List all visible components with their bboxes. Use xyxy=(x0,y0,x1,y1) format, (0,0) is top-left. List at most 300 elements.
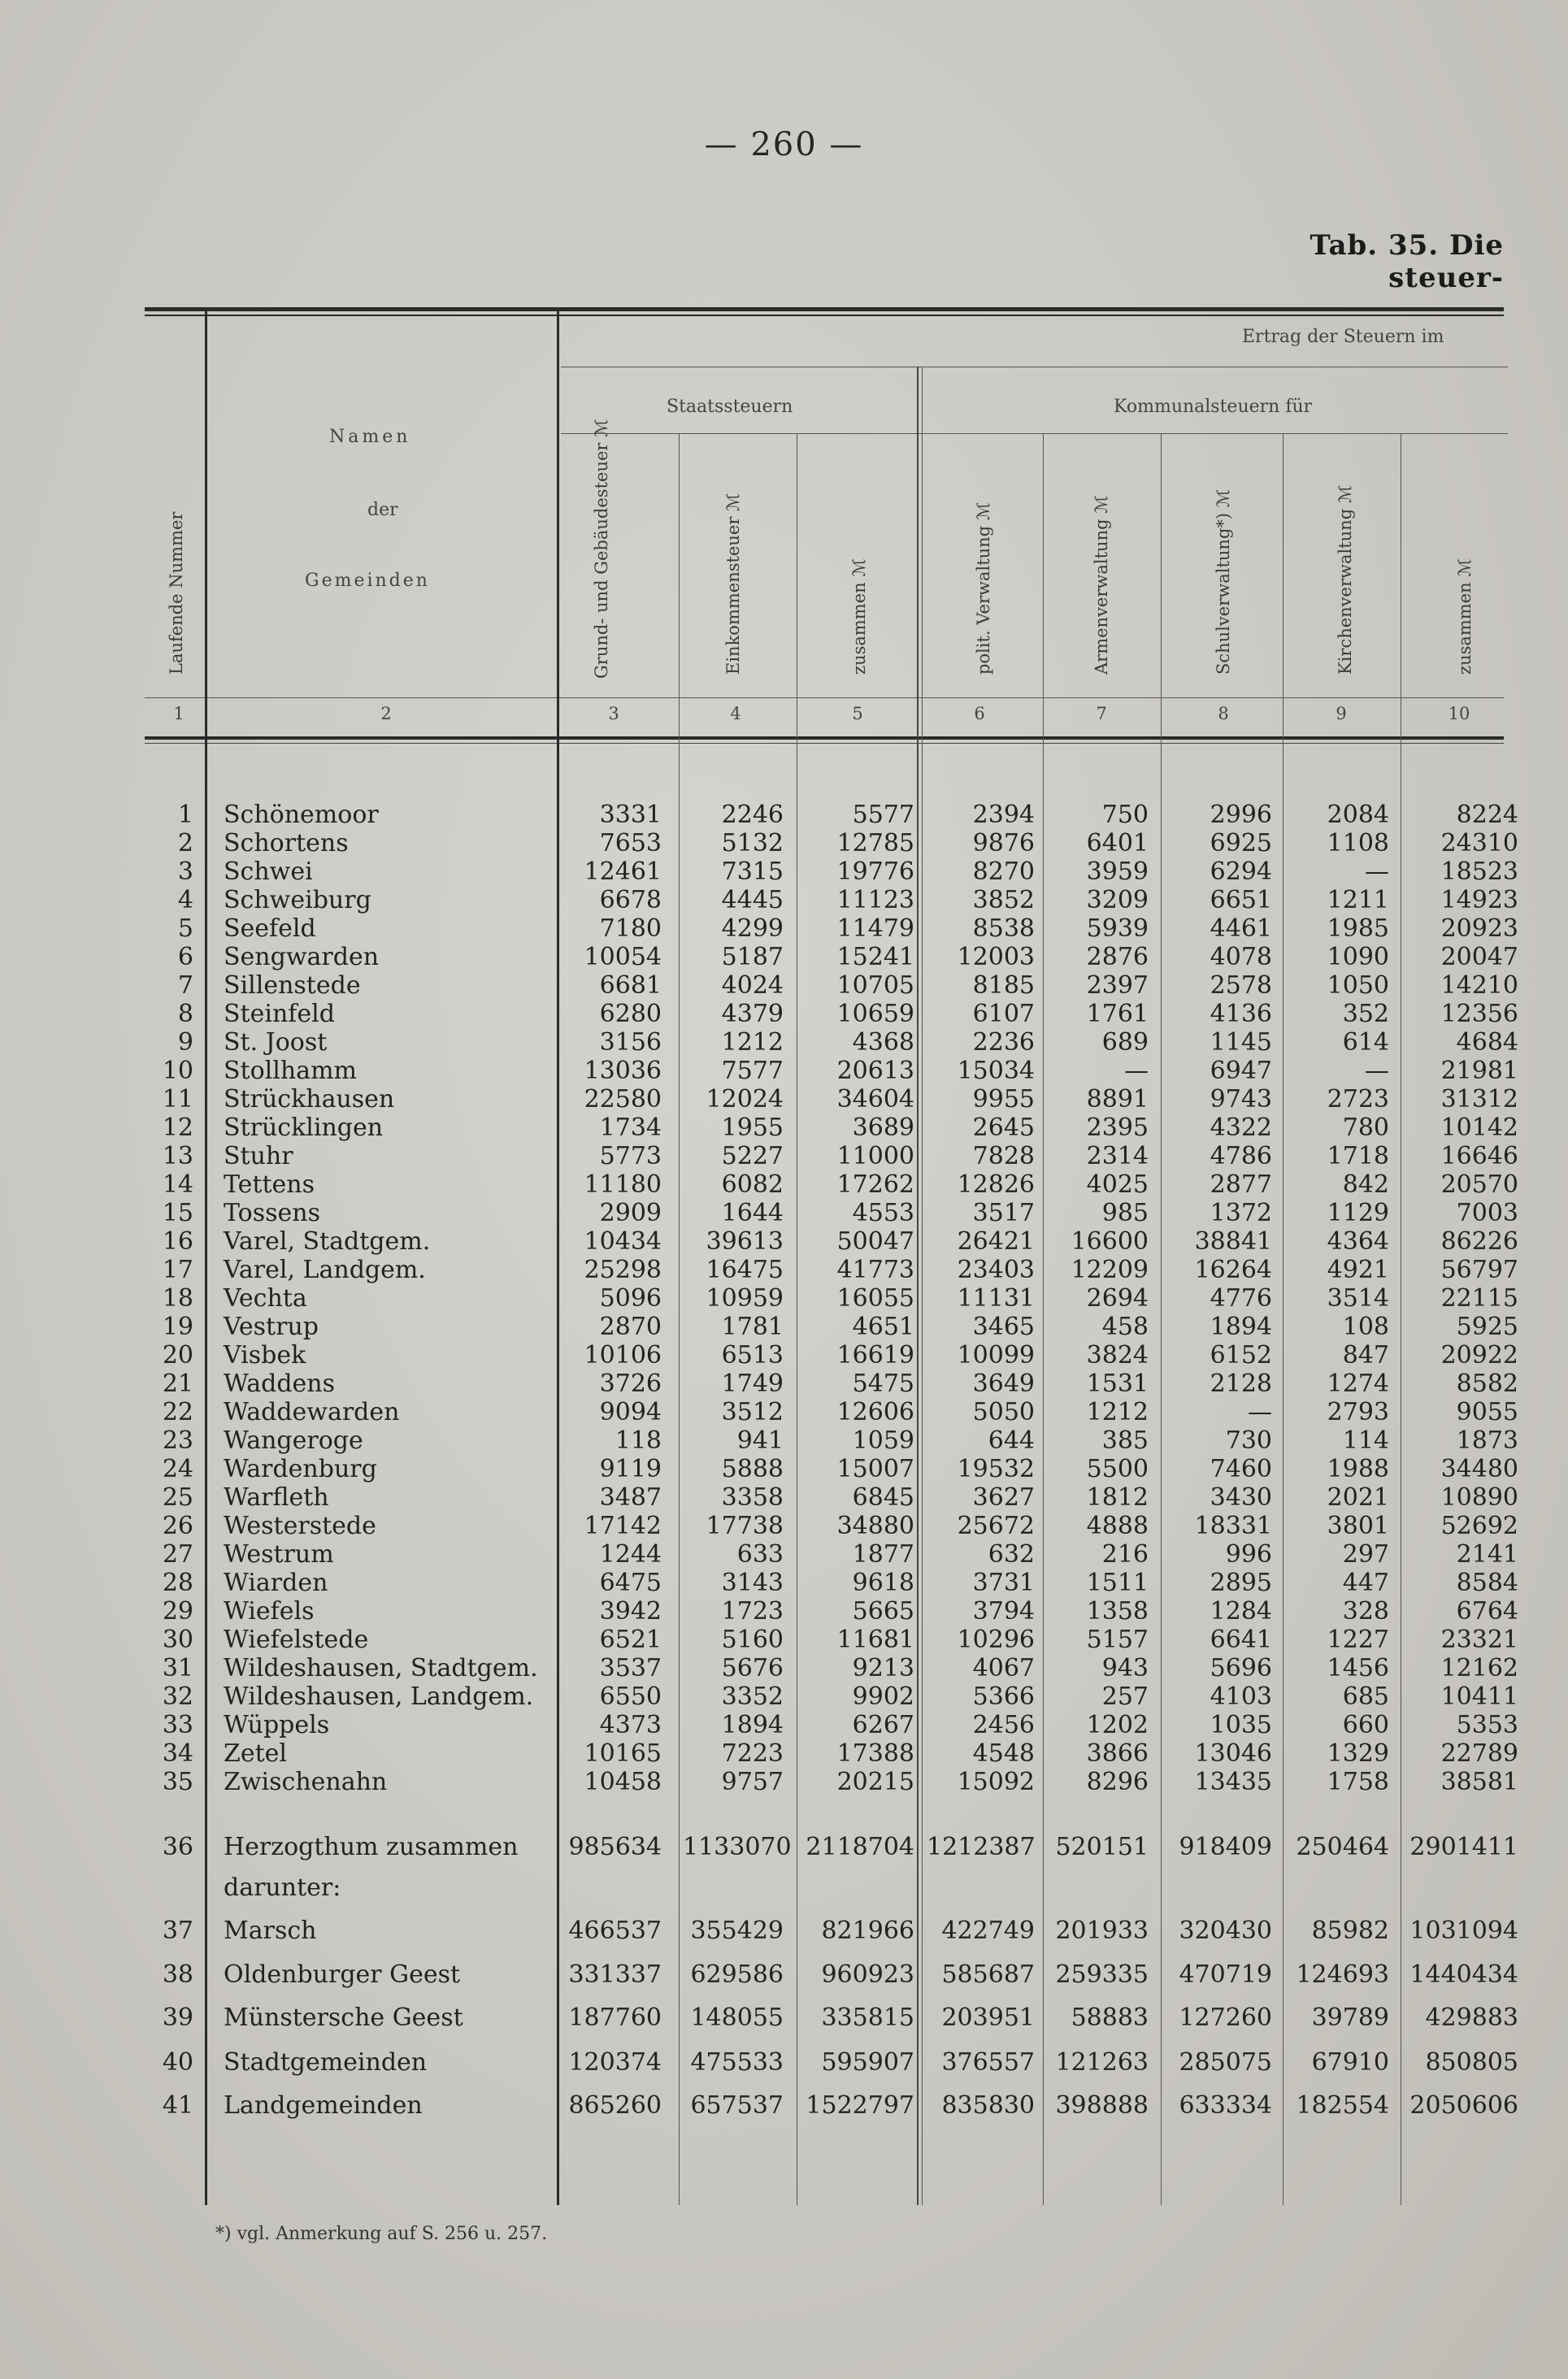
cell-c3: 10106 xyxy=(584,1341,662,1370)
municipality-name: Seefeld xyxy=(224,914,316,943)
cell-c9: 1274 xyxy=(1327,1370,1389,1398)
row-number: 13 xyxy=(162,1142,193,1170)
colnum-5: 5 xyxy=(852,704,863,723)
cell-c7: — xyxy=(1124,1057,1149,1085)
cell-c8: 127260 xyxy=(1179,2003,1272,2032)
cell-c5: 960923 xyxy=(821,1960,914,1989)
table-row xyxy=(0,1917,1568,1945)
cell-c8: 16264 xyxy=(1194,1256,1272,1284)
cell-c3: 6280 xyxy=(599,1000,662,1028)
cell-c4: 7577 xyxy=(721,1057,784,1085)
cell-c4: 3358 xyxy=(721,1483,784,1512)
cell-c3: 13036 xyxy=(584,1057,662,1085)
cell-c4: 629586 xyxy=(690,1960,784,1989)
municipality-name: Landgemeinden xyxy=(224,2091,423,2120)
cell-c5: 4553 xyxy=(852,1199,914,1227)
row-number: 40 xyxy=(162,2048,193,2077)
cell-c6: 9955 xyxy=(972,1085,1035,1114)
cell-c10: 2050606 xyxy=(1409,2091,1518,2120)
cell-c5: 12606 xyxy=(836,1398,914,1426)
municipality-name: Zwischenahn xyxy=(224,1768,388,1796)
cell-c6: 8538 xyxy=(972,914,1035,943)
header-col6: polit. Verwaltung ℳ xyxy=(974,501,993,675)
cell-c10: 12356 xyxy=(1440,1000,1518,1028)
cell-c3: 1244 xyxy=(599,1540,662,1569)
cell-c8: 38841 xyxy=(1194,1227,1272,1256)
cell-c4: 5676 xyxy=(721,1654,784,1682)
municipality-name: Wiefels xyxy=(224,1597,315,1626)
row-number: 1 xyxy=(177,801,193,829)
cell-c10: 14210 xyxy=(1440,971,1518,1000)
cell-c3: 3156 xyxy=(599,1028,662,1057)
cell-c7: 3824 xyxy=(1086,1341,1149,1370)
table-row xyxy=(0,829,1568,857)
cell-c6: 3649 xyxy=(972,1370,1035,1398)
municipality-name: Wildeshausen, Landgem. xyxy=(224,1682,534,1711)
row-number: 24 xyxy=(162,1455,193,1483)
cell-c4: 657537 xyxy=(690,2091,784,2120)
cell-c9: 39789 xyxy=(1311,2003,1389,2032)
colnum-2: 2 xyxy=(380,704,392,723)
cell-c9: 297 xyxy=(1342,1540,1389,1569)
row-number: 28 xyxy=(162,1569,193,1597)
municipality-name: Warfleth xyxy=(224,1483,329,1512)
cell-c4: 355429 xyxy=(690,1917,784,1945)
cell-c3: 22580 xyxy=(584,1085,662,1114)
row-number: 32 xyxy=(162,1682,193,1711)
cell-c3: 10054 xyxy=(584,943,662,971)
cell-c5: 9902 xyxy=(852,1682,914,1711)
cell-c9: — xyxy=(1365,857,1389,886)
row-number: 31 xyxy=(162,1654,193,1682)
cell-c3: 3726 xyxy=(599,1370,662,1398)
cell-c3: 7653 xyxy=(599,829,662,857)
cell-c6: 376557 xyxy=(941,2048,1035,2077)
cell-c6: 3852 xyxy=(972,886,1035,914)
cell-c3: 9094 xyxy=(599,1398,662,1426)
table-row xyxy=(0,801,1568,829)
colnum-rule-bottom-thin xyxy=(145,743,1504,744)
cell-c8: 4136 xyxy=(1210,1000,1272,1028)
cell-c6: 5366 xyxy=(972,1682,1035,1711)
cell-c3: 3537 xyxy=(599,1654,662,1682)
cell-c8: 9743 xyxy=(1210,1085,1272,1114)
cell-c10: 10142 xyxy=(1440,1114,1518,1142)
municipality-name: Westrum xyxy=(224,1540,334,1569)
cell-c3: 11180 xyxy=(584,1170,662,1199)
municipality-name: Strückhausen xyxy=(224,1085,395,1114)
cell-c8: 1145 xyxy=(1210,1028,1272,1057)
cell-c9: 124693 xyxy=(1296,1960,1389,1989)
cell-c10: 34480 xyxy=(1440,1455,1518,1483)
municipality-name: Tettens xyxy=(224,1170,315,1199)
table-row xyxy=(0,1711,1568,1739)
cell-c8: 6947 xyxy=(1210,1057,1272,1085)
municipality-name: Oldenburger Geest xyxy=(224,1960,461,1989)
cell-c10: 10411 xyxy=(1440,1682,1518,1711)
cell-c8: 996 xyxy=(1225,1540,1272,1569)
cell-c7: 520151 xyxy=(1055,1833,1149,1861)
cell-c3: 10165 xyxy=(584,1739,662,1768)
cell-c6: 8185 xyxy=(972,971,1035,1000)
colnum-rule-top xyxy=(145,697,1504,698)
cell-c6: 422749 xyxy=(941,1917,1035,1945)
row-number: 6 xyxy=(177,943,193,971)
cell-c7: 3959 xyxy=(1086,857,1149,886)
header-col9: Kirchenverwaltung ℳ xyxy=(1336,484,1355,675)
row-number: 30 xyxy=(162,1626,193,1654)
table-row xyxy=(0,1256,1568,1284)
cell-c6: 10099 xyxy=(957,1341,1035,1370)
cell-c5: 10705 xyxy=(836,971,914,1000)
cell-c3: 17142 xyxy=(584,1512,662,1540)
cell-c10: 38581 xyxy=(1440,1768,1518,1796)
municipality-name: St. Joost xyxy=(224,1028,328,1057)
cell-c4: 6513 xyxy=(721,1341,784,1370)
cell-c10: 12162 xyxy=(1440,1654,1518,1682)
row-number: 19 xyxy=(162,1313,193,1341)
cell-c9: 1050 xyxy=(1327,971,1389,1000)
municipality-name: Wiarden xyxy=(224,1569,328,1597)
cell-c5: 1522797 xyxy=(806,2091,914,2120)
header-col7: Armenverwaltung ℳ xyxy=(1092,495,1111,675)
cell-c9: 4364 xyxy=(1327,1227,1389,1256)
header-col4: Einkommensteuer ℳ xyxy=(723,493,743,675)
table-row xyxy=(0,914,1568,943)
municipality-name: Vechta xyxy=(224,1284,307,1313)
cell-c3: 10458 xyxy=(584,1768,662,1796)
cell-c3: 865260 xyxy=(568,2091,662,2120)
cell-c6: 23403 xyxy=(957,1256,1035,1284)
row-number: 15 xyxy=(162,1199,193,1227)
cell-c5: 5475 xyxy=(852,1370,914,1398)
cell-c5: 20613 xyxy=(836,1057,914,1085)
cell-c6: 2645 xyxy=(972,1114,1035,1142)
row-number: 4 xyxy=(177,886,193,914)
cell-c5: 11123 xyxy=(836,886,914,914)
cell-c5: 50047 xyxy=(836,1227,914,1256)
table-row xyxy=(0,1512,1568,1540)
cell-c9: 1718 xyxy=(1327,1142,1389,1170)
table-row xyxy=(0,1426,1568,1455)
cell-c6: 8270 xyxy=(972,857,1035,886)
header-col10: zusammen ℳ xyxy=(1455,558,1475,675)
row-number: 7 xyxy=(177,971,193,1000)
cell-c10: 24310 xyxy=(1440,829,1518,857)
cell-c9: 2793 xyxy=(1327,1398,1389,1426)
cell-c10: 1873 xyxy=(1456,1426,1518,1455)
header-staatssteuern: Staatssteuern xyxy=(667,397,793,417)
cell-c7: 750 xyxy=(1101,801,1149,829)
cell-c7: 3209 xyxy=(1086,886,1149,914)
row-number: 39 xyxy=(162,2003,193,2032)
cell-c4: 1894 xyxy=(721,1711,784,1739)
cell-c4: 1133070 xyxy=(683,1833,792,1861)
cell-c4: 9757 xyxy=(721,1768,784,1796)
table-row xyxy=(0,1455,1568,1483)
cell-c3: 331337 xyxy=(568,1960,662,1989)
row-number: 34 xyxy=(162,1739,193,1768)
table-title: Tab. 35. Die steuer- xyxy=(1310,229,1504,294)
cell-c7: 385 xyxy=(1101,1426,1149,1455)
cell-c6: 835830 xyxy=(941,2091,1035,2120)
cell-c4: 475533 xyxy=(690,2048,784,2077)
colnum-3: 3 xyxy=(608,704,619,723)
cell-c3: 120374 xyxy=(568,2048,662,2077)
cell-c7: 1358 xyxy=(1086,1597,1149,1626)
cell-c10: 56797 xyxy=(1440,1256,1518,1284)
cell-c8: 2996 xyxy=(1210,801,1272,829)
cell-c7: 1761 xyxy=(1086,1000,1149,1028)
table-row xyxy=(0,1114,1568,1142)
cell-c7: 6401 xyxy=(1086,829,1149,857)
cell-c7: 1212 xyxy=(1086,1398,1149,1426)
cell-c10: 850805 xyxy=(1425,2048,1518,2077)
cell-c7: 58883 xyxy=(1071,2003,1149,2032)
cell-c4: 1955 xyxy=(721,1114,784,1142)
cell-c6: 632 xyxy=(988,1540,1035,1569)
cell-c5: 9213 xyxy=(852,1654,914,1682)
table-row xyxy=(0,1057,1568,1085)
cell-c7: 3866 xyxy=(1086,1739,1149,1768)
cell-c9: 2723 xyxy=(1327,1085,1389,1114)
cell-c9: 842 xyxy=(1342,1170,1389,1199)
table-row xyxy=(0,1199,1568,1227)
cell-c5: 5577 xyxy=(852,801,914,829)
municipality-name: Schönemoor xyxy=(224,801,379,829)
cell-c10: 20923 xyxy=(1440,914,1518,943)
municipality-name: Wangeroge xyxy=(224,1426,363,1455)
row-number: 36 xyxy=(162,1833,193,1861)
cell-c6: 5050 xyxy=(972,1398,1035,1426)
cell-c6: 3465 xyxy=(972,1313,1035,1341)
cell-c3: 4373 xyxy=(599,1711,662,1739)
cell-c10: 1031094 xyxy=(1409,1917,1518,1945)
cell-c9: 1985 xyxy=(1327,914,1389,943)
cell-c4: 6082 xyxy=(721,1170,784,1199)
row-number: 17 xyxy=(162,1256,193,1284)
municipality-name: darunter: xyxy=(224,1873,341,1902)
cell-c5: 34604 xyxy=(836,1085,914,1114)
row-number: 41 xyxy=(162,2091,193,2120)
table-row xyxy=(0,2091,1568,2120)
header-rule-sub xyxy=(561,433,1508,434)
cell-c7: 5939 xyxy=(1086,914,1149,943)
cell-c5: 2118704 xyxy=(806,1833,914,1861)
table-row xyxy=(0,1682,1568,1711)
cell-c9: 1129 xyxy=(1327,1199,1389,1227)
cell-c6: 2236 xyxy=(972,1028,1035,1057)
cell-c3: 3487 xyxy=(599,1483,662,1512)
cell-c4: 1723 xyxy=(721,1597,784,1626)
cell-c9: 2084 xyxy=(1327,801,1389,829)
cell-c9: 660 xyxy=(1342,1711,1389,1739)
cell-c8: 918409 xyxy=(1179,1833,1272,1861)
cell-c5: 6267 xyxy=(852,1711,914,1739)
cell-c8: 1894 xyxy=(1210,1313,1272,1341)
colnum-rule-bottom-thick xyxy=(145,736,1504,740)
row-number: 12 xyxy=(162,1114,193,1142)
row-number: 22 xyxy=(162,1398,193,1426)
cell-c4: 7223 xyxy=(721,1739,784,1768)
cell-c3: 6550 xyxy=(599,1682,662,1711)
header-der: der xyxy=(367,500,398,520)
header-namen: Namen xyxy=(329,427,411,447)
cell-c10: 52692 xyxy=(1440,1512,1518,1540)
cell-c6: 644 xyxy=(988,1426,1035,1455)
cell-c9: 1227 xyxy=(1327,1626,1389,1654)
cell-c10: 18523 xyxy=(1440,857,1518,886)
cell-c10: 20570 xyxy=(1440,1170,1518,1199)
table-row xyxy=(0,1626,1568,1654)
table-row xyxy=(0,1170,1568,1199)
cell-c6: 12826 xyxy=(957,1170,1035,1199)
cell-c6: 9876 xyxy=(972,829,1035,857)
cell-c6: 7828 xyxy=(972,1142,1035,1170)
cell-c10: 22789 xyxy=(1440,1739,1518,1768)
row-number: 2 xyxy=(177,829,193,857)
cell-c9: — xyxy=(1365,1057,1389,1085)
cell-c5: 17388 xyxy=(836,1739,914,1768)
cell-c8: 13435 xyxy=(1194,1768,1272,1796)
cell-c3: 9119 xyxy=(599,1455,662,1483)
cell-c3: 10434 xyxy=(584,1227,662,1256)
cell-c3: 6678 xyxy=(599,886,662,914)
cell-c5: 10659 xyxy=(836,1000,914,1028)
cell-c8: 4078 xyxy=(1210,943,1272,971)
cell-c6: 15034 xyxy=(957,1057,1035,1085)
cell-c4: 3352 xyxy=(721,1682,784,1711)
cell-c7: 458 xyxy=(1101,1313,1149,1341)
cell-c3: 6681 xyxy=(599,971,662,1000)
cell-c5: 11000 xyxy=(836,1142,914,1170)
row-number: 26 xyxy=(162,1512,193,1540)
cell-c4: 941 xyxy=(736,1426,784,1455)
cell-c7: 8891 xyxy=(1086,1085,1149,1114)
cell-c3: 3331 xyxy=(599,801,662,829)
cell-c5: 6845 xyxy=(852,1483,914,1512)
cell-c6: 3794 xyxy=(972,1597,1035,1626)
table-row xyxy=(0,971,1568,1000)
cell-c3: 5096 xyxy=(599,1284,662,1313)
cell-c3: 6475 xyxy=(599,1569,662,1597)
cell-c5: 1059 xyxy=(852,1426,914,1455)
cell-c5: 34880 xyxy=(836,1512,914,1540)
cell-c3: 466537 xyxy=(568,1917,662,1945)
cell-c7: 216 xyxy=(1101,1540,1149,1569)
cell-c7: 985 xyxy=(1101,1199,1149,1227)
table-row xyxy=(0,1483,1568,1512)
row-number: 23 xyxy=(162,1426,193,1455)
table-row xyxy=(0,1028,1568,1057)
cell-c6: 3517 xyxy=(972,1199,1035,1227)
cell-c4: 5132 xyxy=(721,829,784,857)
cell-c7: 2694 xyxy=(1086,1284,1149,1313)
cell-c8: 6294 xyxy=(1210,857,1272,886)
cell-c9: 3801 xyxy=(1327,1512,1389,1540)
cell-c6: 11131 xyxy=(957,1284,1035,1313)
cell-c8: 1284 xyxy=(1210,1597,1272,1626)
cell-c7: 259335 xyxy=(1055,1960,1149,1989)
cell-c5: 1877 xyxy=(852,1540,914,1569)
colnum-8: 8 xyxy=(1218,704,1229,723)
municipality-name: Waddewarden xyxy=(224,1398,400,1426)
cell-c7: 257 xyxy=(1101,1682,1149,1711)
table-row xyxy=(0,1540,1568,1569)
cell-c10: 86226 xyxy=(1440,1227,1518,1256)
table-row xyxy=(0,1597,1568,1626)
cell-c8: 4322 xyxy=(1210,1114,1272,1142)
cell-c7: 398888 xyxy=(1055,2091,1149,2120)
table-row xyxy=(0,2048,1568,2077)
municipality-name: Stuhr xyxy=(224,1142,293,1170)
cell-c5: 4368 xyxy=(852,1028,914,1057)
cell-c6: 6107 xyxy=(972,1000,1035,1028)
table-row xyxy=(0,1370,1568,1398)
cell-c3: 2909 xyxy=(599,1199,662,1227)
municipality-name: Steinfeld xyxy=(224,1000,335,1028)
cell-c7: 1812 xyxy=(1086,1483,1149,1512)
row-number: 14 xyxy=(162,1170,193,1199)
cell-c9: 1211 xyxy=(1327,886,1389,914)
cell-c3: 12461 xyxy=(584,857,662,886)
table-row xyxy=(0,1313,1568,1341)
municipality-name: Westerstede xyxy=(224,1512,376,1540)
cell-c6: 585687 xyxy=(941,1960,1035,1989)
cell-c9: 114 xyxy=(1342,1426,1389,1455)
cell-c3: 3942 xyxy=(599,1597,662,1626)
row-number: 10 xyxy=(162,1057,193,1085)
cell-c9: 67910 xyxy=(1311,2048,1389,2077)
municipality-name: Wiefelstede xyxy=(224,1626,369,1654)
cell-c5: 20215 xyxy=(836,1768,914,1796)
cell-c9: 847 xyxy=(1342,1341,1389,1370)
cell-c5: 5665 xyxy=(852,1597,914,1626)
cell-c4: 5888 xyxy=(721,1455,784,1483)
cell-c5: 15241 xyxy=(836,943,914,971)
cell-c9: 108 xyxy=(1342,1313,1389,1341)
row-number: 33 xyxy=(162,1711,193,1739)
cell-c8: 633334 xyxy=(1179,2091,1272,2120)
cell-c4: 4299 xyxy=(721,914,784,943)
cell-c4: 2246 xyxy=(721,801,784,829)
table-row xyxy=(0,1227,1568,1256)
cell-c6: 4067 xyxy=(972,1654,1035,1682)
municipality-name: Varel, Landgem. xyxy=(224,1256,426,1284)
cell-c4: 3143 xyxy=(721,1569,784,1597)
municipality-name: Marsch xyxy=(224,1917,317,1945)
cell-c9: 2021 xyxy=(1327,1483,1389,1512)
cell-c9: 352 xyxy=(1342,1000,1389,1028)
cell-c6: 2394 xyxy=(972,801,1035,829)
table-row xyxy=(0,1284,1568,1313)
cell-c8: 18331 xyxy=(1194,1512,1272,1540)
cell-c8: 4461 xyxy=(1210,914,1272,943)
cell-c7: 943 xyxy=(1101,1654,1149,1682)
municipality-name: Visbek xyxy=(224,1341,306,1370)
row-number: 20 xyxy=(162,1341,193,1370)
cell-c5: 16055 xyxy=(836,1284,914,1313)
cell-c5: 41773 xyxy=(836,1256,914,1284)
municipality-name: Schwei xyxy=(224,857,313,886)
cell-c4: 7315 xyxy=(721,857,784,886)
cell-c8: 4776 xyxy=(1210,1284,1272,1313)
cell-c10: 21981 xyxy=(1440,1057,1518,1085)
cell-c8: 7460 xyxy=(1210,1455,1272,1483)
row-number: 11 xyxy=(162,1085,193,1114)
cell-c5: 11479 xyxy=(836,914,914,943)
cell-c6: 3627 xyxy=(972,1483,1035,1512)
